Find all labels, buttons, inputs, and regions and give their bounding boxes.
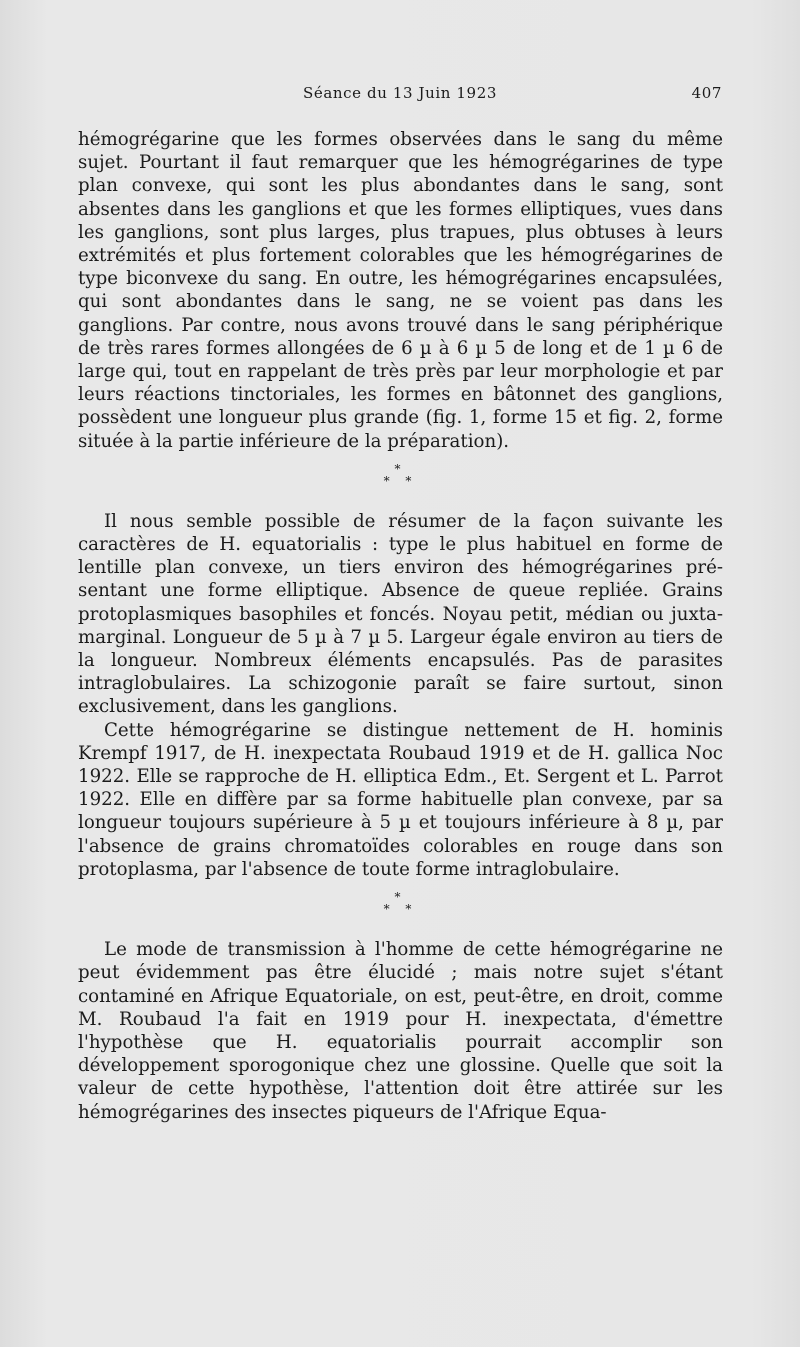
body-text: [78, 128, 723, 1124]
asterism-bottom-stars: * *: [383, 473, 418, 488]
section-asterism-2: [78, 891, 723, 915]
section-asterism-1: [78, 463, 723, 487]
running-header: [78, 84, 722, 108]
asterism-top-star: *: [394, 461, 407, 476]
page-number: 407: [691, 84, 722, 102]
paragraph-summary: Il nous semble possible de résumer de la façon suivante les caractères de H. equatorialis : type le plus habituel en forme de lentille plan convexe, un tiers environ des hémogrégarines présentant une forme elliptique. Absence de queue repliée. Grains protoplasmiques basophiles et foncés. Noyau petit, médian ou juxta-marginal. Longueur de 5 µ à 7 µ 5. Largeur égale environ au tiers de la longueur. Nombreux éléments encapsulés. Pas de parasites intraglobulaires. La schizogonie paraît se faire surtout, sinon exclusivement, dans les ganglions.: [78, 510, 723, 718]
running-title: Séance du 13 Juin 1923: [303, 84, 497, 102]
asterism-top-star: *: [394, 890, 407, 905]
paragraph-continuation: hémogrégarine que les formes observées dans le sang du même sujet. Pourtant il faut remarquer que les hémogrégarines de type plan convexe, qui sont les plus abondantes dans le sang, sont absentes dans les ganglions et que les formes elliptiques, vues dans les ganglions, sont plus larges, plus trapues, plus obtuses à leurs extrémités et plus fortement colorables que les hémogrégarines de type biconvexe du sang. En outre, les hémogrégarines encapsulées, qui sont abondantes dans le sang, ne se voient pas dans les ganglions. Par contre, nous avons trouvé dans le sang périphérique de très rares formes allongées de 6 µ à 6 µ 5 de long et de 1 µ 6 de large qui, tout en rappelant de très près par leur morphologie et par leurs réactions tinctoriales, les formes en bâtonnet des ganglions, possèdent une longueur plus grande (fig. 1, forme 15 et fig. 2, forme située à la partie inférieure de la préparation).: [78, 129, 723, 452]
asterism-bottom-stars: * *: [383, 902, 418, 917]
paragraph-comparison: Cette hémogrégarine se distingue nettement de H. hominis Krempf 1917, de H. inexpectata Roubaud 1919 et de H. gallica Noc 1922. Elle se rapproche de H. elliptica Edm., Et. Sergent et L. Parrot 1922. Elle en diffère par sa forme habituelle plan convexe, par sa longueur toujours supérieure à 5 µ et toujours inférieure à 8 µ, par l'absence de grains chromatoïdes colorables en rouge dans son protoplasma, par l'absence de toute forme intraglobulaire.: [78, 719, 723, 880]
paragraph-transmission: Le mode de transmission à l'homme de cette hémogrégarine ne peut évidemment pas être élucidé ; mais notre sujet s'étant contaminé en Afrique Equatoriale, on est, peut-être, en droit, comme M. Roubaud l'a fait en 1919 pour H. inexpectata, d'émettre l'hypothèse que H. equatorialis pourrait accomplir son développement sporogonique chez une glossine. Quelle que soit la valeur de cette hypothèse, l'attention doit être attirée sur les hémogrégarines des insectes piqueurs de l'Afrique Equa-: [78, 939, 723, 1123]
